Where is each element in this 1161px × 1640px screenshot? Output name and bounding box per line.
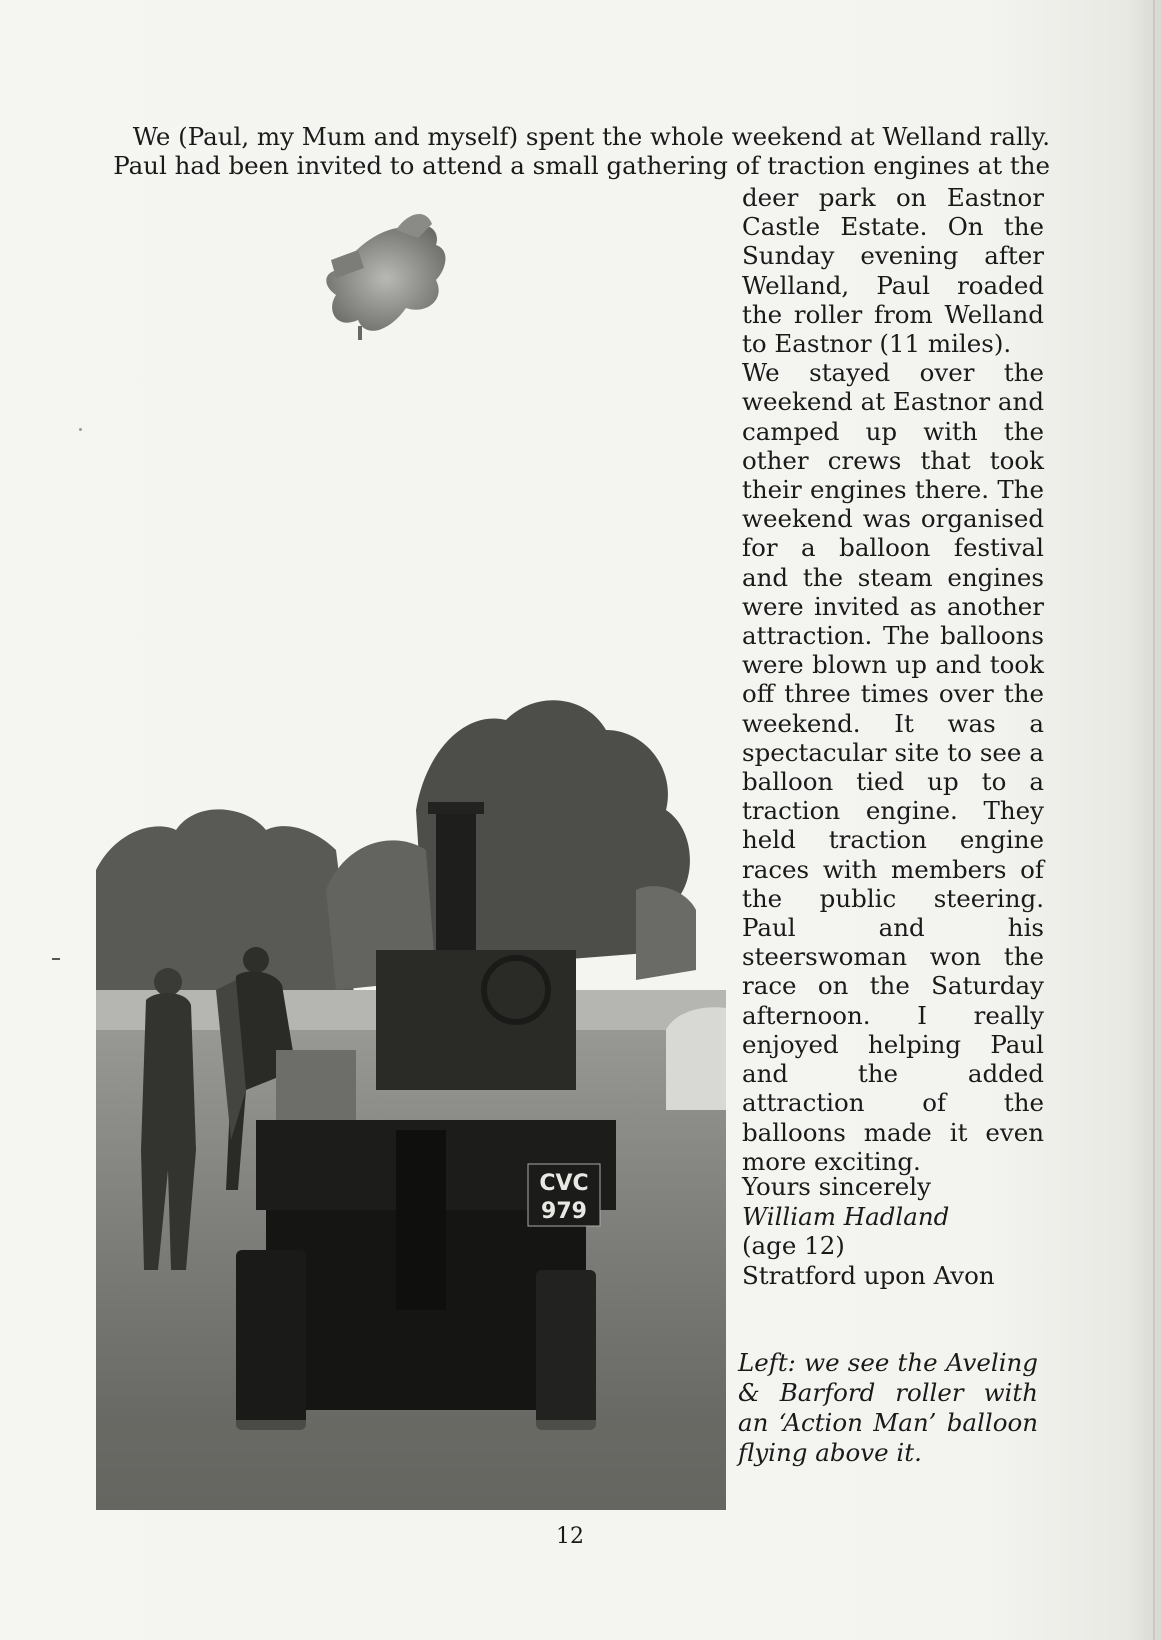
letter-body [742, 183, 1044, 1176]
number-plate-line2: 979 [541, 1199, 587, 1224]
roller-wheel [236, 1250, 306, 1430]
body-paragraph: We stayed over the weekend at Eastnor and camped up with the other crews that took their engines there. The weekend was organised for a balloon festival and the steam engines were invited as another attraction. The balloons were blown up and took off three times over the weekend. It was a spectacular site to see a balloon tied up to a traction engine. They held traction engine races with members of the public steering. Paul and his steerswoman won the race on the Saturday afternoon. I really enjoyed helping Paul and the added attraction of the balloons made it even more exciting. [742, 358, 1044, 1176]
intro-line: Paul had been invited to attend a small gathering of traction engines at the [113, 151, 1050, 180]
number-plate-line1: CVC [539, 1171, 589, 1196]
action-man-balloon [326, 214, 445, 340]
stray-mark [79, 428, 82, 431]
traction-engine-photo [96, 190, 726, 1510]
author-town: Stratford upon Avon [742, 1260, 995, 1290]
author-name: William Hadland [742, 1201, 950, 1231]
body-paragraph: deer park on Eastnor Castle Estate. On the Sunday evening after Welland, Paul roaded the roller from Welland to Eastnor (11 miles). [742, 183, 1044, 359]
page-spine-edge [1153, 0, 1155, 1640]
intro-text [104, 122, 1050, 180]
intro-line: We (Paul, my Mum and myself) spent the whole weekend at Welland rally. [132, 122, 1050, 151]
closing: Yours sincerely [742, 1172, 931, 1201]
photo-caption: Left: we see the Aveling & Barford roller with an ‘Action Man’ balloon flying above it. [738, 1348, 1038, 1467]
rear-wheel [536, 1270, 596, 1430]
page-number: 12 [556, 1524, 584, 1549]
chimney [436, 810, 476, 950]
author-age: (age 12) [742, 1231, 845, 1260]
letter-signoff [742, 1172, 1044, 1290]
stray-mark [52, 958, 60, 960]
parked-car [666, 1007, 726, 1110]
